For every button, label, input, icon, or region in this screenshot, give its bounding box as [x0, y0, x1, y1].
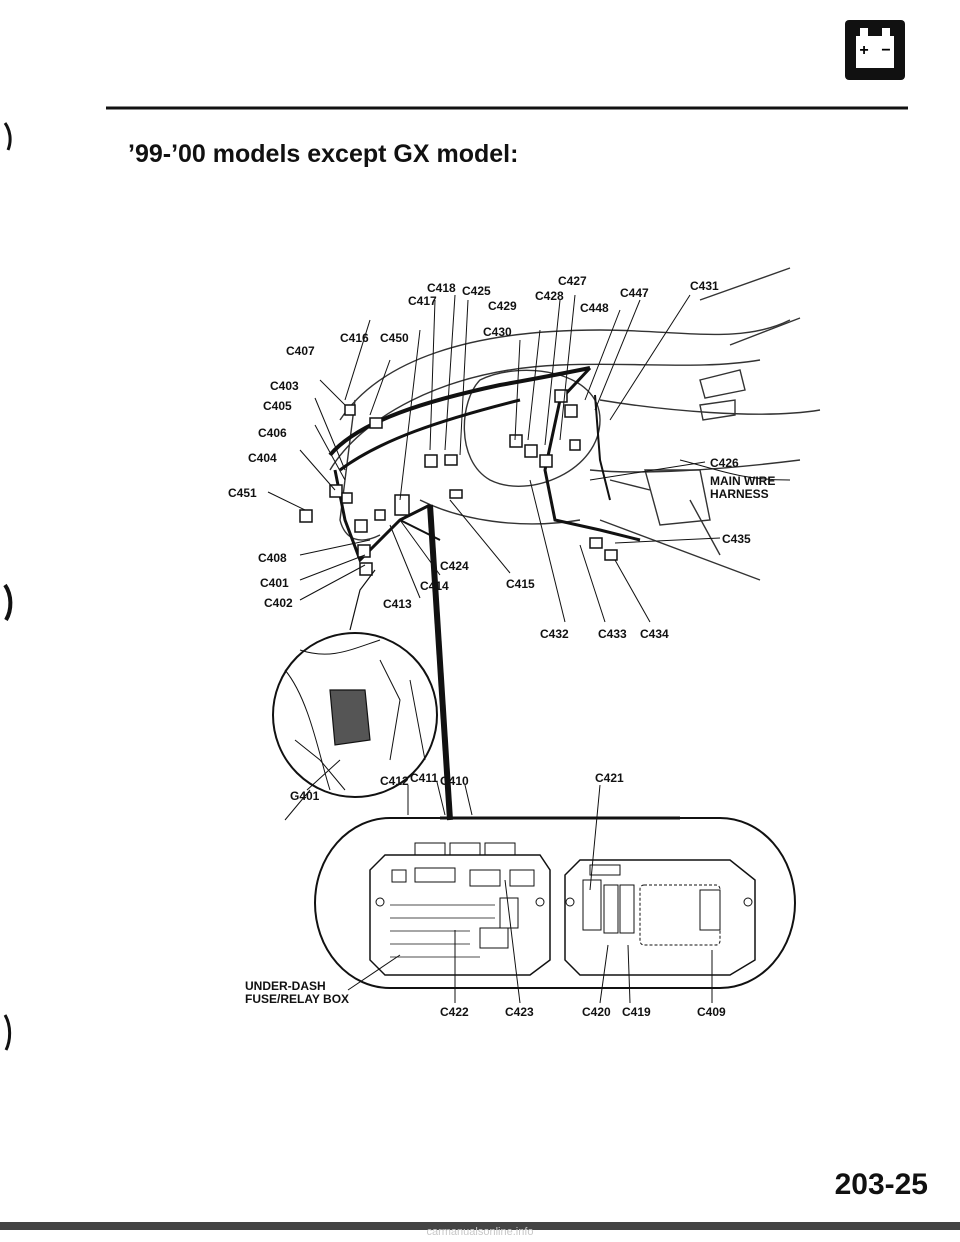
- label-c408: C408: [258, 551, 287, 565]
- label-c411: C411: [410, 771, 439, 785]
- label-c431: C431: [690, 279, 719, 293]
- label-c430: C430: [483, 325, 512, 339]
- label-c423: C423: [505, 1005, 534, 1019]
- label-c417: C417: [408, 294, 437, 308]
- label-c402: C402: [264, 596, 293, 610]
- label-c410: C410: [440, 774, 469, 788]
- label-c414: C414: [420, 579, 449, 593]
- label-c413: C413: [383, 597, 412, 611]
- battery-icon: [845, 20, 905, 80]
- label-c401: C401: [260, 576, 289, 590]
- label-c412: C412: [380, 774, 409, 788]
- battery-minus: −: [881, 42, 891, 59]
- label-c450: C450: [380, 331, 409, 345]
- label-c418: C418: [427, 281, 456, 295]
- watermark: carmanualsonline.info: [426, 1226, 534, 1238]
- page-title: ’99-’00 models except GX model:: [128, 140, 519, 168]
- label-c448: C448: [580, 301, 609, 315]
- page-number: 203-25: [834, 1168, 928, 1201]
- label-c433: C433: [598, 627, 627, 641]
- label-c424: C424: [440, 559, 469, 573]
- label-c429: C429: [488, 299, 517, 313]
- battery-plus: +: [859, 42, 869, 59]
- label-g401: G401: [290, 789, 320, 803]
- label-c406: C406: [258, 426, 287, 440]
- binding-mark-top: [5, 123, 10, 150]
- label-c403: C403: [270, 379, 299, 393]
- label-c434: C434: [640, 627, 669, 641]
- label-c447: C447: [620, 286, 649, 300]
- label-fuse-relay-box: FUSE/RELAY BOX: [245, 992, 350, 1006]
- binding-mark-mid: [5, 585, 10, 620]
- label-c409: C409: [697, 1005, 726, 1019]
- label-c404: C404: [248, 451, 277, 465]
- label-c432: C432: [540, 627, 569, 641]
- label-c421: C421: [595, 771, 624, 785]
- label-c428: C428: [535, 289, 564, 303]
- label-c420: C420: [582, 1005, 611, 1019]
- label-c426: C426: [710, 456, 739, 470]
- label-c419: C419: [622, 1005, 651, 1019]
- main-wire-harness: [330, 368, 640, 820]
- label-c422: C422: [440, 1005, 469, 1019]
- label-c405: C405: [263, 399, 292, 413]
- label-c415: C415: [506, 577, 535, 591]
- label-c427: C427: [558, 274, 587, 288]
- label-c416: C416: [340, 331, 369, 345]
- label-c435: C435: [722, 532, 751, 546]
- label-c425: C425: [462, 284, 491, 298]
- label-c407: C407: [286, 344, 315, 358]
- binding-mark-bottom: [5, 1015, 10, 1050]
- label-c451: C451: [228, 486, 257, 500]
- fuse-relay-box: [315, 818, 795, 988]
- label-main-wire: MAIN WIRE: [710, 474, 776, 488]
- label-harness: HARNESS: [710, 487, 769, 501]
- label-under-dash: UNDER-DASH: [245, 979, 326, 993]
